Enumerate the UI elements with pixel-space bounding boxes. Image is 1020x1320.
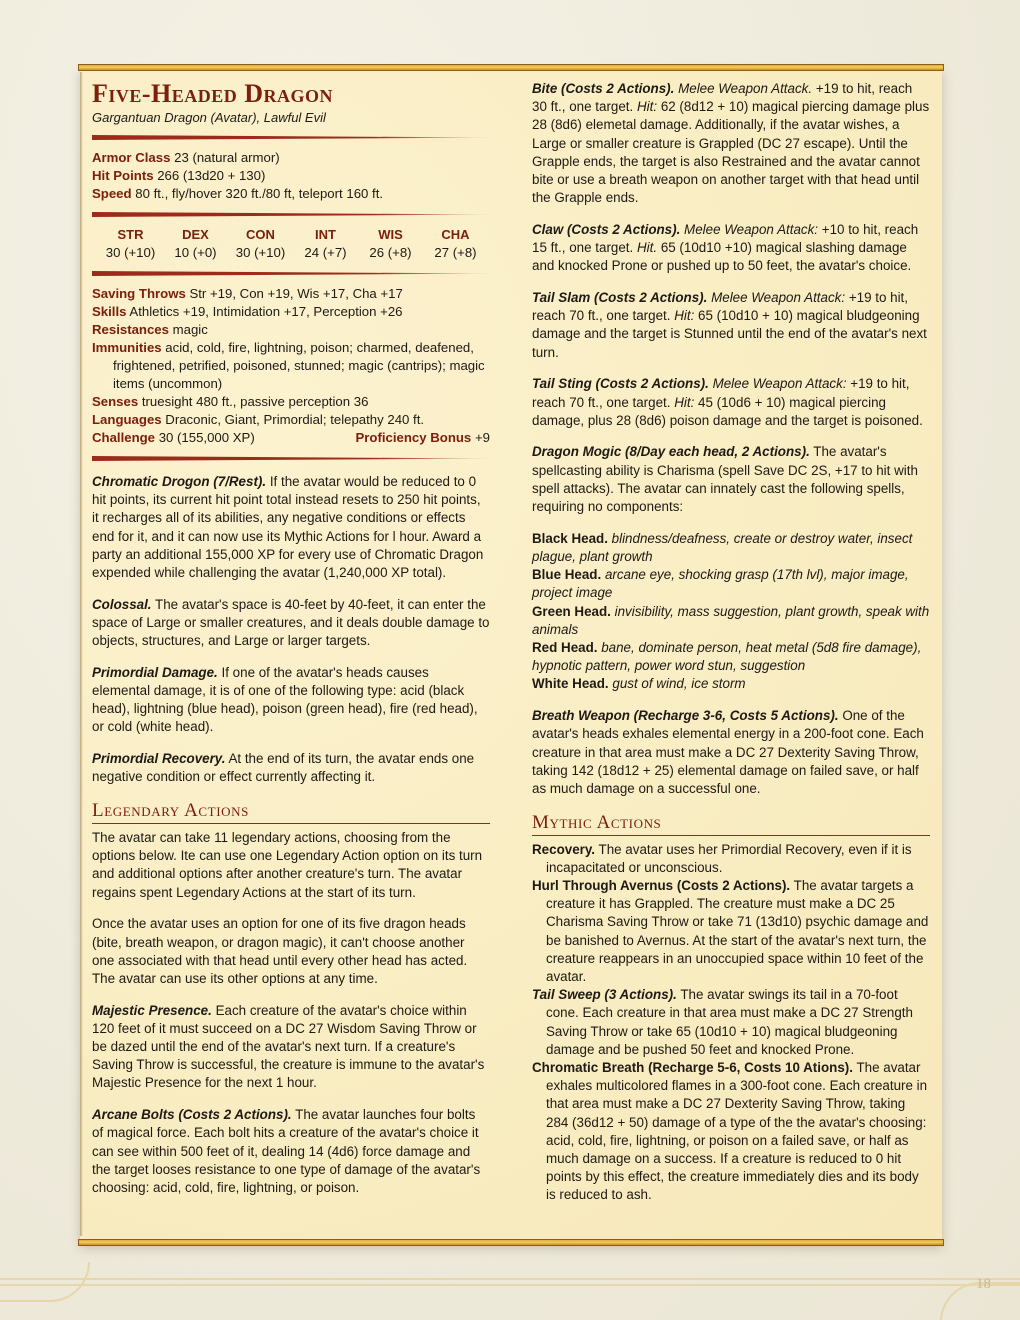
divider [92, 271, 492, 276]
ability-int: INT 24 (+7) [304, 227, 347, 260]
ability-dex: DEX 10 (+0) [174, 227, 217, 260]
speed: Speed 80 ft., fly/hover 320 ft./80 ft, teleport 160 ft. [92, 186, 384, 201]
divider [92, 456, 492, 461]
mythic-chromatic-breath: Chromatic Breath (Recharge 5-6, Costs 10 Ations). The avatar exhales multicolored flames in a 300-foot cone. Each creature in that area must make a DC 27 Dexterity Saving Throw, taking 284 (36d12 + 50) damage of a type of the the avatar's choosing: acid, cold, fire, lightning, or poison on a failed save, or half as much damage on a success. If a creature is reduced to 0 hit points by this effect, the creature immediately dies and its body is reduced to ash. [532, 1060, 928, 1203]
saving-throws: Saving Throws Str +19, Con +19, Wis +17, Cha +17 [92, 286, 403, 301]
monster-name: Five-Headed Dragon [92, 79, 334, 108]
spell-list [532, 530, 930, 694]
spells-red-head: Red Head. bane, dominate person, heat metal (5d8 fire damage), hypnotic pattern, power word stun, suggestion [532, 639, 922, 674]
divider [92, 135, 492, 140]
left-column [92, 80, 490, 1211]
stat-block-top-bar [78, 64, 944, 71]
divider [92, 212, 492, 217]
action-tail-sting: Tail Sting (Costs 2 Actions). Melee Weapon Attack: +19 to hit, reach 70 ft., one target. Hit: 45 (10d6 + 10) magical piercing damage, plus 28 (8d6) poison damage and the target is poisoned. [532, 376, 923, 428]
action-bite: Bite (Costs 2 Actions). Melee Weapon Attack. +19 to hit, reach 30 ft., one target. Hit: 62 (8d12 + 10) magical piercing damage plus 28 (8d6) elemetal damage. Additionally, if the avatar wishes, a Large or smaller creature is Grappled (DC 27 escape). Until the Grapple ends, the target is also Restrained and the avatar cannot bite or use a breath weapon on another target with that head until the Grapple ends. [532, 81, 930, 206]
ability-str: STR 30 (+10) [105, 227, 156, 260]
action-breath-weapon: Breath Weapon (Recharge 3-6, Costs 5 Actions). One of the avatar's heads exhales elemental energy in a 200-foot cone. Each creature in that area must make a DC 27 Dexterity Saving Throw, taking 142 (18d12 + 25) elemental damage on failed save, or half as much damage on a successful one. [532, 708, 924, 796]
action-arcane-bolts: Arcane Bolts (Costs 2 Actions). The avatar launches four bolts of magical force. Each bolt hits a creature of the avatar's choice it can see within 500 feet of it, dealing 14 (4d6) force damage and the target looses resistance to one type of damage of the avatar's choosing: acid, cold, fire, lightning, or poison. [92, 1107, 481, 1195]
action-tail-slam: Tail Slam (Costs 2 Actions). Melee Weapon Attack: +19 to hit, reach 70 ft., one target. Hit: 65 (10d10 + 10) magical bludgeoning damage and the target is Stunned until the end of the avatar's next turn. [532, 290, 927, 360]
page-number: 18 [976, 1276, 991, 1292]
proficiency-bonus: Proficiency Bonus +9 [355, 430, 490, 445]
challenge-row [92, 429, 490, 447]
skills: Skills Athletics +19, Intimidation +17, Perception +26 [92, 304, 403, 319]
senses: Senses truesight 480 ft., passive perception 36 [92, 394, 369, 409]
trait-primordial-recovery: Primordial Recovery. At the end of its turn, the avatar ends one negative condition or effect currently affecting it. [92, 751, 475, 785]
action-claw: Claw (Costs 2 Actions). Melee Weapon Attack: +10 to hit, reach 15 ft., one target. Hit. 65 (10d10 +10) magical slashing damage and knocked Prone or pushed up to 50 feet, the avatar's choice. [532, 221, 919, 274]
legendary-intro-1: The avatar can take 11 legendary actions, choosing from the options below. Ite can use one Legendary Action option on its turn and additional options after another creature's turn. The avatar regains spent Legendary Actions at the start of its turn. [92, 830, 483, 900]
monster-type: Gargantuan Dragon (Avatar), Lawful Evil [92, 110, 326, 125]
stat-block-bottom-bar [78, 1239, 944, 1246]
resistances: Resistances magic [92, 322, 208, 337]
spells-white-head: White Head. gust of wind, ice storm [532, 676, 746, 692]
ability-cha: CHA 27 (+8) [434, 227, 477, 260]
spells-black-head: Black Head. blindness/deafness, create or destroy water, insect plague, plant growth [532, 530, 913, 564]
spells-green-head: Green Head. invisibility, mass suggestion, plant growth, speak with animals [532, 603, 930, 637]
action-majestic-presence: Majestic Presence. Each creature of the avatar's choice within 120 feet of it must succeed on a DC 27 Wisdom Saving Throw or be dazed until the end of the avatar's next turn. If a creature's Saving Throw is successful, the creature is immune to the avatar's Majestic Presence for the next 1 hour. [92, 1002, 485, 1091]
mythic-actions-heading: Mythic Actions [532, 812, 930, 836]
ability-scores [92, 226, 490, 262]
legendary-intro-2: Once the avatar uses an option for one of its five dragon heads (bite, breath weapon, or dragon magic), it can't choose another one associated with that head until every other head has acted. The avatar can use its other options at any time. [92, 916, 468, 986]
action-dragon-magic: Dragon Mogic (8/Day each head, 2 Actions). The avatar's spellcasting ability is Charisma (spell Save DC 2S, +17 to hit with spell attacks). The avatar can innately cast the following spells, requiring no components: [532, 444, 918, 515]
ability-con: CON 30 (+10) [235, 227, 286, 260]
challenge: Challenge 30 (155,000 XP) [92, 430, 255, 445]
immunities: Immunities acid, cold, fire, lightning, poison; charmed, deafened, frightened, petrified, poisoned, stunned; magic (cantrips); magic items (uncommon) [92, 340, 485, 391]
page-footer-ornament [0, 1278, 1020, 1286]
hit-points: Hit Points 266 (13d20 + 130) [92, 168, 266, 183]
armor-class: Armor Class 23 (natural armor) [92, 150, 280, 165]
stat-block [80, 66, 942, 1242]
trait-colossal: Colossal. The avatar's space is 40-feet by 40-feet, it can enter the space of Large or smaller creatures, and it deals double damage to objects, structures, and Large or larger targets. [92, 596, 490, 649]
right-column [532, 80, 930, 1205]
trait-primordial-damage: Primordial Damage. If one of the avatar's heads causes elemental damage, it is of one of the following type: acid (black head), lightning (blue head), poison (green head), fire (red head), or cold (white head). [92, 664, 478, 735]
legendary-actions-heading: Legendary Actions [92, 800, 490, 824]
languages: Languages Draconic, Giant, Primordial; telepathy 240 ft. [92, 412, 425, 427]
mythic-hurl-through-avernus: Hurl Through Avernus (Costs 2 Actions). The avatar targets a creature it has Grappled. The creature must make a DC 25 Charisma Saving Throw or take 71 (13d10) psychic damage and be banished to Avernus. At the start of the avatar's next turn, the creature reappears in an unoccupied space within 10 feet of the avatar. [532, 878, 929, 985]
mythic-tail-sweep: Tail Sweep (3 Actions). The avatar swings its tail in a 70-foot cone. Each creature in that area must make a DC 27 Strength Saving Throw or take 65 (10d10 + 10) magical bludgeoning damage and be pushed 50 feet and knocked Prone. [532, 987, 913, 1057]
mythic-recovery: Recovery. The avatar uses her Primordial Recovery, even if it is incapacitated or unconscious. [532, 841, 912, 875]
trait-chromatic-dragon: Chromatic Drogon (7/Rest). If the avatar would be reduced to 0 hit points, its current hit point total instead resets to 250 hit points, it recharges all of its abilities, any negative conditions or effects end for it, and it can now use its Mythic Actions for l hour. Award a party an additional 155,000 XP for every use of Chromatic Dragon expended while challenging the avatar (1,240,000 XP total). [92, 474, 484, 581]
spells-blue-head: Blue Head. arcane eye, shocking grasp (17th lvl), major image, project image [532, 567, 909, 601]
ability-wis: WIS 26 (+8) [369, 227, 412, 260]
stat-block-edge [80, 72, 83, 1236]
